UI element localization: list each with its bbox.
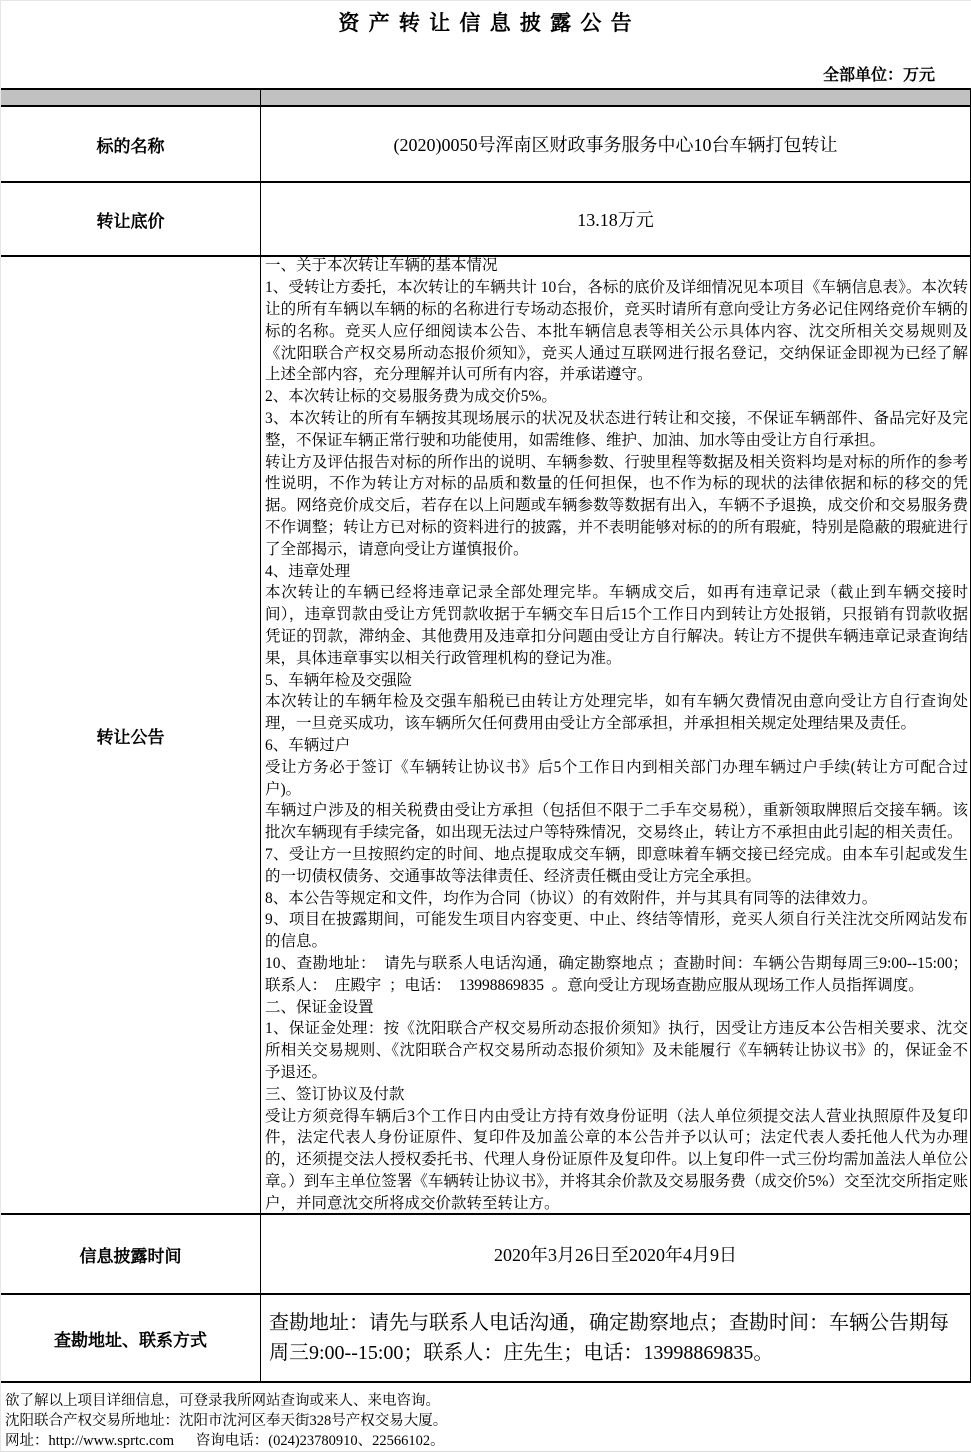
- announcement-paragraph: 6、车辆过户: [265, 737, 351, 754]
- announcement-paragraph: 车辆过户涉及的相关税费由受让方承担（包括但不限于二手车交易税），重新领取牌照后交接车辆。该批次车辆现有手续完备，如出现无法过户等特殊情况，交易终止，转让方不承担由此引起的相关责任。: [265, 802, 968, 842]
- header-cell-right: [261, 90, 970, 105]
- announcement-paragraph: 转让方及评估报告对标的所作出的说明、车辆参数、行驶里程等数据及相关资料均是对标的所作的参考性说明，不作为转让方对标的品质和数量的任何担保，也不作为标的现状的法律依据和标的移交的凭据。网络竞价成交后，若存在以上问题或车辆参数等数据有出入，车辆不予退换，成交价和交易服务费不作调整；转让方已对标的资料进行的披露，并不表明能够对标的的所有瑕疵，特别是隐蔽的瑕疵进行了全部揭示，请意向受让方谨慎报价。: [265, 453, 968, 558]
- subject-name-label: 标的名称: [1, 107, 261, 181]
- unit-note: 全部单位：万元: [822, 67, 935, 84]
- announcement-paragraph: 7、受让方一旦按照约定的时间、地点提取成交车辆，即意味着车辆交接已经完成。由本车引起或发生的一切债权债务、交通事故等法律责任、经济责任概由受让方完全承担。: [265, 845, 968, 885]
- announcement-label: 转让公告: [1, 257, 261, 1213]
- contact-info-row: [1, 1295, 970, 1383]
- disclosure-period-label: 信息披露时间: [1, 1215, 261, 1293]
- announcement-paragraph: 受让方须竞得车辆后3个工作日内由受让方持有效身份证明（法人单位须提交法人营业执照原件及复印件，法定代表人身份证原件、复印件及加盖公章的本公告并予以认可；法定代表人委托他人代为办理的，还须提交法人授权委托书、代理人身份证原件及复印件。以上复印件一式三份均需加盖法人单位公章。）到车主单位签署《车辆转让协议书》，并将其余价款及交易服务费（成交价5%）交至沈交所指定账户，并同意沈交所将成交价款转至转让方。: [265, 1107, 968, 1212]
- document-title: 资 产 转 让 信 息 披 露 公 告: [338, 11, 634, 35]
- announcement-paragraph: 1、受转让方委托，本次转让的车辆共计 10台，各标的底价及详细情况见本项目《车辆信息表》。本次转让的所有车辆以车辆的标的名称进行专场动态报价，竞买时请所有意向受让方务必记住网络竞价车辆的标的名称。竞买人应仔细阅读本公告、本批车辆信息表等相关公示具体内容、沈交所相关交易规则及《沈阳联合产权交易所动态报价须知》，竞买人通过互联网进行报名登记，交纳保证金即视为已经了解上述全部内容，充分理解并认可所有内容，并承诺遵守。: [265, 279, 968, 384]
- footer-line: 沈阳联合产权交易所地址：沈阳市沈河区奉天街328号产权交易大厦。: [5, 1413, 448, 1429]
- contact-info-label: 查勘地址、联系方式: [1, 1295, 261, 1381]
- subject-name-row: [1, 107, 970, 183]
- table-header-row: [1, 90, 970, 107]
- footer-line: 欲了解以上项目详细信息，可登录我所网站查询或来人、来电咨询。: [5, 1393, 440, 1409]
- footer-note: [1, 1383, 971, 1451]
- announcement-paragraph: 3、本次转让的所有车辆按其现场展示的状况及状态进行转让和交接，不保证车辆部件、备品完好及完整，不保证车辆正常行驶和功能使用，如需维修、维护、加油、加水等由受让方自行承担。: [265, 410, 968, 449]
- announcement-paragraph: 1、保证金处理：按《沈阳联合产权交易所动态报价须知》执行，因受让方违反本公告相关要求、沈交所相关交易规则、《沈阳联合产权交易所动态报价须知》及未能履行《车辆转让协议书》的，保证金不予退还。: [265, 1020, 968, 1081]
- announcement-paragraph: 一、关于本次转让车辆的基本情况: [265, 257, 498, 275]
- announcement-paragraph: 8、本公告等规定和文件，均作为合同（协议）的有效附件，并与其具有同等的法律效力。: [265, 889, 878, 907]
- floor-price-row: [1, 183, 970, 257]
- announcement-paragraph: 三、签订协议及付款: [265, 1085, 405, 1103]
- info-table: [1, 88, 971, 1383]
- announcement-paragraph: 5、车辆年检及交强险: [265, 671, 413, 689]
- subject-name-value: (2020)0050号浑南区财政事务服务中心10台车辆打包转让: [393, 135, 838, 155]
- announcement-paragraph: 4、违章处理: [265, 562, 351, 580]
- floor-price-label: 转让底价: [1, 183, 261, 255]
- footer-line: 网址：http://www.sprtc.com 咨询电话：(024)23780910、22566102。: [5, 1433, 445, 1449]
- announcement-content-cell: [261, 257, 970, 1213]
- announcement-paragraph: 9、项目在披露期间，可能发生项目内容变更、中止、终结等情形，竞买人须自行关注沈交所网站发布的信息。: [265, 911, 968, 951]
- contact-info-value: 查勘地址：请先与联系人电话沟通，确定勘察地点；查勘时间：车辆公告期每周三9:00--15:00；联系人：庄先生；电话：13998869835。: [269, 1312, 949, 1364]
- announcement-paragraph: 二、保证金设置: [265, 998, 374, 1016]
- announcement-paragraph: 本次转让的车辆年检及交强车船税已由转让方处理完毕，如有车辆欠费情况由意向受让方自行查询处理，一旦竞买成功，该车辆所欠任何费用由受让方全部承担，并承担相关规定处理结果及责任。: [265, 693, 968, 733]
- announcement-paragraph: 受让方务必于签订《车辆转让协议书》后5个工作日内到相关部门办理车辆过户手续(转让方可配合过户)。: [265, 758, 968, 798]
- header-cell-left: [1, 90, 261, 105]
- announcement-paragraph: 2、本次转让标的交易服务费为成交价5%。: [265, 388, 557, 406]
- announcement-paragraph: 本次转让的车辆已经将违章记录全部处理完毕。车辆成交后，如再有违章记录（截止到车辆交接时间），违章罚款由受让方凭罚款收据于车辆交车日后15个工作日内到转让方处报销，只报销有罚款收据凭证的罚款，滞纳金、其他费用及违章扣分问题由受让方自行解决。转让方不提供车辆违章记录查询结果，具体违章事实以相关行政管理机构的登记为准。: [265, 584, 968, 667]
- disclosure-period-value: 2020年3月26日至2020年4月9日: [494, 1245, 737, 1265]
- announcement-content: [265, 257, 968, 1213]
- disclosure-period-row: [1, 1215, 970, 1295]
- floor-price-value: 13.18万元: [577, 210, 654, 230]
- announcement-paragraph: 10、查勘地址： 请先与联系人电话沟通，确定勘察地点 ；查勘时间：车辆公告期每周三9:00--15:00；联系人： 庄殿宇 ；电话： 13998869835 。意向受让方现场查勘应服从现场工作人员指挥调度。: [265, 954, 968, 994]
- announcement-row: [1, 257, 970, 1215]
